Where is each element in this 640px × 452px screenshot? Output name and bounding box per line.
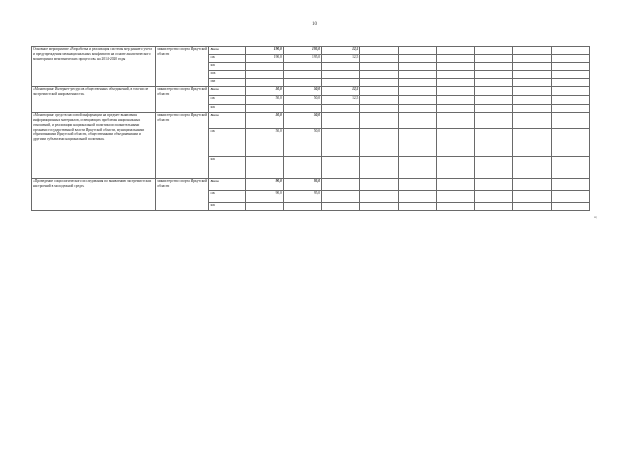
value-cell: 50,0: [245, 87, 283, 96]
funding-source-cell: ОБ: [209, 55, 245, 63]
funding-source-cell: Всего: [209, 113, 245, 129]
value-cell: 50,0: [245, 113, 283, 129]
program-table: [31, 46, 590, 211]
measure-name-cell: «Проведение социологического исследования по выявлению экстремистских настроений в молодежной среде»: [32, 179, 156, 211]
measure-name-cell: Основное мероприятие «Разработка и реализация системы мер раннего учета и предупреждения межнациональных конфликтов на основе аналитического мониторинга межэтнических процессов» на 2014-2020 годы: [32, 47, 156, 87]
measure-name-cell: «Мониторинг Интернет-ресурсов общественных объединений, в том числе экстремистской направленности»: [32, 87, 156, 113]
measure-name-cell: «Мониторинг средств массовой информации на предмет выявления информационных материалов, освещающих проблемы национальных отношений, и реализации национальной политики исполнительными органами государственной власти Иркутской области, муниципальными образованиями Иркутской области, общественными объединениями и другими субъектами национальной политики»: [32, 113, 156, 179]
value-cell: 190,0: [245, 47, 283, 55]
funding-source-cell: Всего: [209, 47, 245, 55]
table-row: [32, 47, 590, 55]
value-cell: 50,0: [283, 129, 321, 157]
percent-cell: [322, 179, 360, 191]
responsible-org-cell: министерство спорта Иркутской области: [156, 113, 209, 179]
funding-source-cell: Всего: [209, 87, 245, 96]
table-row: [32, 113, 590, 129]
value-cell: 90,0: [245, 191, 283, 203]
value-cell: 195,0: [283, 47, 321, 55]
funding-source-cell: ФБ: [209, 105, 245, 113]
value-cell: 95,0: [283, 179, 321, 191]
funding-source-cell: ФБ: [209, 157, 245, 179]
value-cell: 95,0: [283, 191, 321, 203]
value-cell: 195,0: [283, 55, 321, 63]
percent-cell: [322, 129, 360, 157]
value-cell: 90,0: [245, 179, 283, 191]
value-cell: 50,0: [245, 96, 283, 105]
responsible-org-cell: министерство спорта Иркутской области: [156, 87, 209, 113]
edge-mark: »;: [594, 214, 598, 219]
value-cell: 50,0: [283, 87, 321, 96]
percent-cell: 12,5: [322, 47, 360, 55]
responsible-org-cell: министерство спорта Иркутской области: [156, 47, 209, 87]
value-cell: 50,0: [283, 96, 321, 105]
funding-source-cell: ИИ: [209, 79, 245, 87]
funding-source-cell: МБ: [209, 71, 245, 79]
funding-source-cell: ФБ: [209, 63, 245, 71]
funding-source-cell: ОБ: [209, 191, 245, 203]
percent-cell: 12,5: [322, 87, 360, 96]
value-cell: 50,0: [245, 129, 283, 157]
table-row: [32, 87, 590, 96]
responsible-org-cell: министерство спорта Иркутской области: [156, 179, 209, 211]
funding-source-cell: ОБ: [209, 129, 245, 157]
table-row: [32, 179, 590, 191]
page-number: 10: [312, 22, 317, 27]
percent-cell: 12,5: [322, 55, 360, 63]
percent-cell: [322, 113, 360, 129]
percent-cell: 12,5: [322, 96, 360, 105]
funding-source-cell: ОБ: [209, 96, 245, 105]
funding-source-cell: Всего: [209, 179, 245, 191]
percent-cell: [322, 191, 360, 203]
value-cell: 50,0: [283, 113, 321, 129]
value-cell: 190,0: [245, 55, 283, 63]
funding-source-cell: ФБ: [209, 203, 245, 211]
